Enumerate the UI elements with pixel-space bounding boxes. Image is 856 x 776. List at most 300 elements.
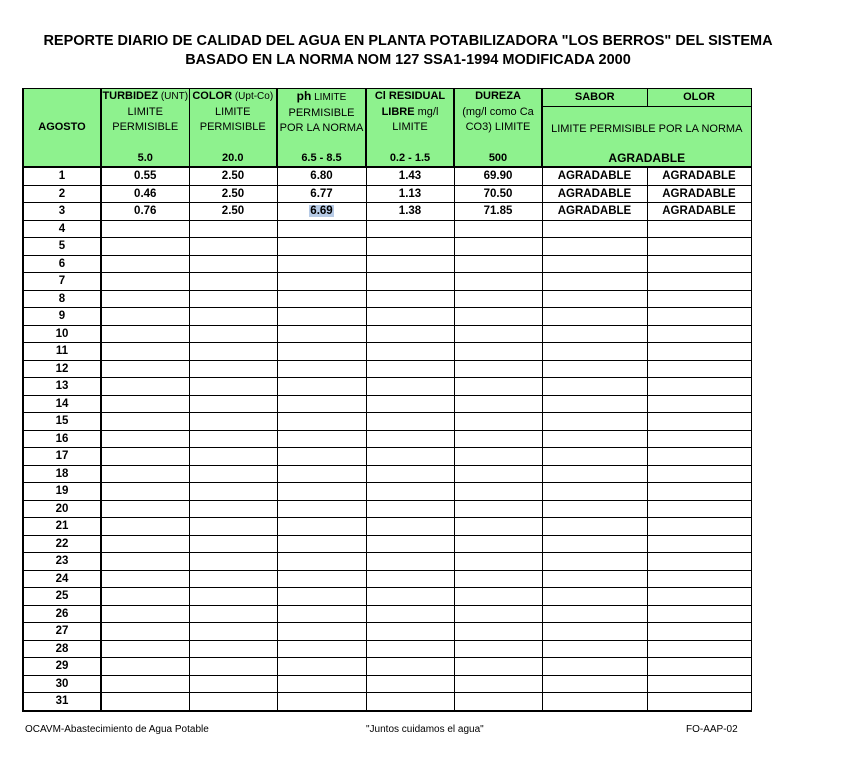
cell-sabor[interactable]	[542, 325, 647, 343]
table-row	[23, 518, 751, 536]
cell-sabor[interactable]	[542, 535, 647, 553]
cell-cl[interactable]	[366, 465, 454, 483]
cell-color[interactable]	[189, 308, 277, 326]
table-row	[23, 640, 751, 658]
cell-cl[interactable]	[366, 675, 454, 693]
cell-dureza[interactable]	[454, 255, 542, 273]
cell-color[interactable]	[189, 378, 277, 396]
dureza-unit-2: CO3) LIMITE	[465, 121, 531, 133]
cell-day[interactable]: 1	[23, 167, 101, 185]
cell-olor[interactable]	[647, 483, 751, 501]
cell-ph[interactable]	[277, 535, 366, 553]
cell-turbidez[interactable]: 0.55	[101, 167, 189, 185]
cell-olor[interactable]: AGRADABLE	[647, 203, 751, 221]
cell-turbidez[interactable]	[101, 238, 189, 256]
cell-color[interactable]	[189, 290, 277, 308]
cell-olor[interactable]	[647, 395, 751, 413]
cell-olor[interactable]	[647, 658, 751, 676]
cell-color[interactable]	[189, 325, 277, 343]
table-row	[23, 185, 751, 203]
cell-cl[interactable]	[366, 553, 454, 571]
ph-permisible-label: PERMISIBLE	[288, 106, 355, 119]
cell-olor[interactable]	[647, 430, 751, 448]
cell-dureza[interactable]	[454, 220, 542, 238]
cell-turbidez[interactable]	[101, 290, 189, 308]
cell-day[interactable]: 27	[23, 623, 101, 641]
cell-color[interactable]	[189, 658, 277, 676]
table-row	[23, 395, 751, 413]
turbidez-name: TURBIDEZ	[102, 90, 159, 102]
cell-day[interactable]: 15	[23, 413, 101, 431]
cell-day[interactable]: 26	[23, 605, 101, 623]
cell-ph[interactable]	[277, 605, 366, 623]
cell-dureza[interactable]	[454, 623, 542, 641]
cell-sabor[interactable]	[542, 518, 647, 536]
cell-olor[interactable]	[647, 290, 751, 308]
cell-cl[interactable]: 1.38	[366, 203, 454, 221]
cell-dureza[interactable]	[454, 518, 542, 536]
cell-day[interactable]: 16	[23, 430, 101, 448]
cell-dureza[interactable]	[454, 675, 542, 693]
cell-color[interactable]	[189, 273, 277, 291]
cell-ph[interactable]	[277, 588, 366, 606]
cell-cl[interactable]	[366, 500, 454, 518]
cell-ph[interactable]	[277, 395, 366, 413]
cell-dureza[interactable]: 70.50	[454, 185, 542, 203]
cell-dureza[interactable]	[454, 693, 542, 711]
cell-turbidez[interactable]: 0.46	[101, 185, 189, 203]
cell-turbidez[interactable]	[101, 675, 189, 693]
table-row	[23, 167, 751, 185]
cell-turbidez[interactable]	[101, 220, 189, 238]
cell-ph[interactable]: 6.77	[277, 185, 366, 203]
cell-olor[interactable]	[647, 518, 751, 536]
cell-color[interactable]	[189, 518, 277, 536]
dureza-unit-1: (mg/l como Ca	[462, 105, 534, 118]
cell-sabor[interactable]	[542, 693, 647, 711]
cell-day[interactable]: 3	[23, 203, 101, 221]
month-header[interactable]: AGOSTO	[23, 89, 101, 168]
cell-olor[interactable]	[647, 360, 751, 378]
color-header[interactable]	[189, 89, 277, 152]
cell-color[interactable]	[189, 483, 277, 501]
cell-sabor[interactable]	[542, 640, 647, 658]
cell-sabor[interactable]	[542, 570, 647, 588]
cell-dureza[interactable]	[454, 378, 542, 396]
table-row	[23, 553, 751, 571]
cell-sabor[interactable]	[542, 483, 647, 501]
cell-sabor[interactable]	[542, 273, 647, 291]
cell-sabor[interactable]: AGRADABLE	[542, 185, 647, 203]
cell-olor[interactable]	[647, 378, 751, 396]
cell-olor[interactable]	[647, 273, 751, 291]
cell-turbidez[interactable]	[101, 570, 189, 588]
cell-cl[interactable]	[366, 308, 454, 326]
cell-sabor[interactable]	[542, 553, 647, 571]
table-row	[23, 378, 751, 396]
cell-sabor[interactable]	[542, 623, 647, 641]
cell-olor[interactable]	[647, 693, 751, 711]
cell-day[interactable]: 29	[23, 658, 101, 676]
cell-color[interactable]	[189, 605, 277, 623]
cell-cl[interactable]	[366, 395, 454, 413]
cell-color[interactable]	[189, 448, 277, 466]
cell-sabor[interactable]	[542, 413, 647, 431]
table-row	[23, 570, 751, 588]
cell-turbidez[interactable]	[101, 273, 189, 291]
cell-dureza[interactable]	[454, 553, 542, 571]
cell-turbidez[interactable]	[101, 518, 189, 536]
cell-day[interactable]: 8	[23, 290, 101, 308]
cell-dureza[interactable]: 69.90	[454, 167, 542, 185]
cell-olor[interactable]	[647, 465, 751, 483]
cell-dureza[interactable]	[454, 413, 542, 431]
cell-color[interactable]	[189, 255, 277, 273]
cell-day[interactable]: 23	[23, 553, 101, 571]
sabor-header[interactable]: SABOR	[542, 89, 647, 107]
cell-turbidez[interactable]	[101, 325, 189, 343]
table-row	[23, 255, 751, 273]
norma-label[interactable]: LIMITE PERMISIBLE POR LA NORMA	[542, 107, 751, 152]
cell-olor[interactable]	[647, 588, 751, 606]
cell-dureza[interactable]	[454, 430, 542, 448]
cell-sabor[interactable]	[542, 448, 647, 466]
cell-day[interactable]: 18	[23, 465, 101, 483]
cell-sabor[interactable]	[542, 308, 647, 326]
cell-ph[interactable]	[277, 343, 366, 361]
table-row	[23, 448, 751, 466]
cell-olor[interactable]	[647, 640, 751, 658]
cell-cl[interactable]	[366, 693, 454, 711]
turbidez-header[interactable]	[101, 89, 189, 152]
table-row	[23, 343, 751, 361]
cell-ph[interactable]: 6.80	[277, 167, 366, 185]
cell-ph[interactable]	[277, 255, 366, 273]
cell-olor[interactable]	[647, 535, 751, 553]
cell-olor[interactable]	[647, 308, 751, 326]
cell-color[interactable]	[189, 693, 277, 711]
cell-sabor[interactable]	[542, 588, 647, 606]
cell-day[interactable]: 12	[23, 360, 101, 378]
table-row	[23, 290, 751, 308]
cell-day[interactable]: 20	[23, 500, 101, 518]
cell-turbidez[interactable]	[101, 308, 189, 326]
cell-day[interactable]: 4	[23, 220, 101, 238]
cell-day[interactable]: 21	[23, 518, 101, 536]
table-row	[23, 220, 751, 238]
turbidez-permisible-label: PERMISIBLE	[112, 121, 179, 133]
cell-day[interactable]: 31	[23, 693, 101, 711]
cell-day[interactable]: 11	[23, 343, 101, 361]
cell-turbidez[interactable]	[101, 553, 189, 571]
cell-turbidez[interactable]	[101, 430, 189, 448]
cell-sabor[interactable]	[542, 238, 647, 256]
cell-day[interactable]: 30	[23, 675, 101, 693]
cell-dureza[interactable]	[454, 238, 542, 256]
cell-turbidez[interactable]	[101, 483, 189, 501]
cell-turbidez[interactable]	[101, 343, 189, 361]
cell-sabor[interactable]	[542, 255, 647, 273]
cl-limit[interactable]: 0.2 - 1.5	[366, 151, 454, 167]
cell-day[interactable]: 22	[23, 535, 101, 553]
cell-ph[interactable]	[277, 640, 366, 658]
ph-limit[interactable]: 6.5 - 8.5	[277, 151, 366, 167]
cell-color[interactable]	[189, 430, 277, 448]
table-row	[23, 238, 751, 256]
cell-dureza[interactable]	[454, 588, 542, 606]
cell-ph[interactable]	[277, 500, 366, 518]
cell-olor[interactable]	[647, 570, 751, 588]
cell-dureza[interactable]: 71.85	[454, 203, 542, 221]
cell-ph[interactable]	[277, 623, 366, 641]
cell-day[interactable]: 5	[23, 238, 101, 256]
cell-cl[interactable]	[366, 658, 454, 676]
cell-cl[interactable]	[366, 448, 454, 466]
cell-dureza[interactable]	[454, 290, 542, 308]
cell-olor[interactable]	[647, 343, 751, 361]
cell-cl[interactable]	[366, 325, 454, 343]
cell-sabor[interactable]	[542, 465, 647, 483]
cell-cl[interactable]	[366, 430, 454, 448]
color-permisible-label: PERMISIBLE	[199, 121, 266, 133]
cell-dureza[interactable]	[454, 535, 542, 553]
cell-dureza[interactable]	[454, 500, 542, 518]
cell-sabor[interactable]: AGRADABLE	[542, 167, 647, 185]
cell-color[interactable]	[189, 623, 277, 641]
ph-header[interactable]	[277, 89, 366, 152]
cell-turbidez[interactable]	[101, 413, 189, 431]
footer-form-code: FO-AAP-02	[686, 724, 738, 735]
cell-ph[interactable]	[277, 483, 366, 501]
cell-cl[interactable]	[366, 220, 454, 238]
cell-cl[interactable]	[366, 623, 454, 641]
cell-color[interactable]	[189, 640, 277, 658]
cell-cl[interactable]	[366, 413, 454, 431]
turbidez-limit[interactable]: 5.0	[101, 151, 189, 167]
cl-header[interactable]	[366, 89, 454, 152]
cell-turbidez[interactable]	[101, 605, 189, 623]
dureza-limit[interactable]: 500	[454, 151, 542, 167]
cell-color[interactable]: 2.50	[189, 167, 277, 185]
color-name: COLOR	[192, 90, 233, 102]
cell-ph[interactable]	[277, 658, 366, 676]
cell-cl[interactable]	[366, 483, 454, 501]
cell-olor[interactable]	[647, 325, 751, 343]
cell-cl[interactable]: 1.13	[366, 185, 454, 203]
cell-cl[interactable]	[366, 588, 454, 606]
cell-ph[interactable]	[277, 378, 366, 396]
color-limit[interactable]: 20.0	[189, 151, 277, 167]
cell-sabor[interactable]	[542, 378, 647, 396]
cell-color[interactable]	[189, 675, 277, 693]
cell-ph[interactable]	[277, 553, 366, 571]
cell-cl[interactable]	[366, 518, 454, 536]
turbidez-limit-label: LIMITE	[127, 105, 163, 118]
cell-color[interactable]	[189, 535, 277, 553]
cell-day[interactable]: 17	[23, 448, 101, 466]
cell-olor[interactable]	[647, 675, 751, 693]
cell-dureza[interactable]	[454, 308, 542, 326]
cell-cl[interactable]	[366, 255, 454, 273]
cell-olor[interactable]	[647, 605, 751, 623]
cell-olor[interactable]	[647, 448, 751, 466]
cell-color[interactable]	[189, 588, 277, 606]
cell-day[interactable]: 9	[23, 308, 101, 326]
cell-olor[interactable]	[647, 553, 751, 571]
cell-cl[interactable]: 1.43	[366, 167, 454, 185]
cell-dureza[interactable]	[454, 640, 542, 658]
cell-day[interactable]: 10	[23, 325, 101, 343]
cell-olor[interactable]	[647, 500, 751, 518]
cell-ph[interactable]	[277, 465, 366, 483]
cell-sabor[interactable]: AGRADABLE	[542, 203, 647, 221]
norma-value[interactable]: AGRADABLE	[542, 151, 751, 167]
cell-color[interactable]	[189, 553, 277, 571]
cell-turbidez[interactable]	[101, 535, 189, 553]
cell-color[interactable]	[189, 413, 277, 431]
title-line-1: REPORTE DIARIO DE CALIDAD DEL AGUA EN PLANTA POTABILIZADORA "LOS BERROS" DEL SISTEMA	[43, 33, 773, 49]
cell-dureza[interactable]	[454, 343, 542, 361]
cell-ph[interactable]	[277, 570, 366, 588]
cell-ph[interactable]	[277, 430, 366, 448]
cell-turbidez[interactable]	[101, 640, 189, 658]
cell-day[interactable]: 14	[23, 395, 101, 413]
cell-cl[interactable]	[366, 343, 454, 361]
cell-cl[interactable]	[366, 605, 454, 623]
cell-cl[interactable]	[366, 273, 454, 291]
cell-color[interactable]	[189, 570, 277, 588]
cell-ph[interactable]	[277, 693, 366, 711]
cell-color[interactable]	[189, 465, 277, 483]
cell-cl[interactable]	[366, 378, 454, 396]
footer-slogan: "Juntos cuidamos el agua"	[366, 724, 484, 735]
cell-cl[interactable]	[366, 290, 454, 308]
cell-olor[interactable]	[647, 238, 751, 256]
cell-sabor[interactable]	[542, 500, 647, 518]
table-row	[23, 658, 751, 676]
cell-day[interactable]: 2	[23, 185, 101, 203]
cell-day[interactable]: 24	[23, 570, 101, 588]
cell-olor[interactable]: AGRADABLE	[647, 185, 751, 203]
cell-ph[interactable]	[277, 238, 366, 256]
table-row	[23, 273, 751, 291]
cell-color[interactable]	[189, 500, 277, 518]
cell-dureza[interactable]	[454, 360, 542, 378]
dureza-header[interactable]	[454, 89, 542, 152]
cell-cl[interactable]	[366, 570, 454, 588]
cell-turbidez[interactable]	[101, 623, 189, 641]
selected-value: 6.69	[310, 205, 333, 218]
cell-dureza[interactable]	[454, 395, 542, 413]
table-row	[23, 535, 751, 553]
cell-sabor[interactable]	[542, 360, 647, 378]
cell-sabor[interactable]	[542, 658, 647, 676]
cell-cl[interactable]	[366, 535, 454, 553]
olor-header[interactable]: OLOR	[647, 89, 751, 107]
cell-turbidez[interactable]	[101, 588, 189, 606]
cell-color[interactable]	[189, 343, 277, 361]
cell-cl[interactable]	[366, 360, 454, 378]
cell-ph[interactable]	[277, 413, 366, 431]
cell-dureza[interactable]	[454, 273, 542, 291]
cl-unit: mg/l	[414, 105, 439, 118]
cell-cl[interactable]	[366, 238, 454, 256]
table-row	[23, 623, 751, 641]
cell-ph[interactable]	[277, 675, 366, 693]
cell-day[interactable]: 28	[23, 640, 101, 658]
cell-day[interactable]: 19	[23, 483, 101, 501]
table-row	[23, 203, 751, 221]
cell-olor[interactable]	[647, 255, 751, 273]
color-unit: (Upt-Co)	[232, 91, 274, 102]
cell-ph[interactable]	[277, 325, 366, 343]
cell-cl[interactable]	[366, 640, 454, 658]
table-row	[23, 693, 751, 711]
cell-turbidez[interactable]	[101, 255, 189, 273]
cell-sabor[interactable]	[542, 343, 647, 361]
cell-sabor[interactable]	[542, 605, 647, 623]
cell-ph[interactable]	[277, 360, 366, 378]
cell-day[interactable]: 13	[23, 378, 101, 396]
cell-day[interactable]: 25	[23, 588, 101, 606]
cell-ph[interactable]	[277, 518, 366, 536]
cell-turbidez[interactable]	[101, 500, 189, 518]
cell-dureza[interactable]	[454, 483, 542, 501]
cell-olor[interactable]	[647, 220, 751, 238]
cell-sabor[interactable]	[542, 430, 647, 448]
cell-day[interactable]: 7	[23, 273, 101, 291]
cell-dureza[interactable]	[454, 325, 542, 343]
cell-day[interactable]: 6	[23, 255, 101, 273]
cell-turbidez[interactable]	[101, 448, 189, 466]
cell-color[interactable]	[189, 238, 277, 256]
cell-ph[interactable]	[277, 273, 366, 291]
cell-dureza[interactable]	[454, 605, 542, 623]
water-quality-table	[22, 88, 752, 712]
cell-turbidez[interactable]	[101, 693, 189, 711]
table-row	[23, 360, 751, 378]
cell-color[interactable]: 2.50	[189, 185, 277, 203]
cell-color[interactable]	[189, 220, 277, 238]
cell-color[interactable]: 2.50	[189, 203, 277, 221]
cell-turbidez[interactable]	[101, 658, 189, 676]
cell-turbidez[interactable]: 0.76	[101, 203, 189, 221]
cell-ph[interactable]	[277, 290, 366, 308]
cell-ph[interactable]	[277, 308, 366, 326]
cell-ph[interactable]	[277, 220, 366, 238]
cell-turbidez[interactable]	[101, 395, 189, 413]
cell-olor[interactable]	[647, 623, 751, 641]
cell-sabor[interactable]	[542, 675, 647, 693]
cell-turbidez[interactable]	[101, 378, 189, 396]
cell-turbidez[interactable]	[101, 360, 189, 378]
cell-dureza[interactable]	[454, 658, 542, 676]
cell-sabor[interactable]	[542, 395, 647, 413]
cell-olor[interactable]: AGRADABLE	[647, 167, 751, 185]
cell-dureza[interactable]	[454, 448, 542, 466]
cell-dureza[interactable]	[454, 465, 542, 483]
cell-sabor[interactable]	[542, 290, 647, 308]
cell-dureza[interactable]	[454, 570, 542, 588]
cell-color[interactable]	[189, 360, 277, 378]
cell-turbidez[interactable]	[101, 465, 189, 483]
cell-ph[interactable]	[277, 448, 366, 466]
cell-ph[interactable]	[277, 203, 366, 221]
cell-olor[interactable]	[647, 413, 751, 431]
cell-sabor[interactable]	[542, 220, 647, 238]
cell-color[interactable]	[189, 395, 277, 413]
table-row	[23, 465, 751, 483]
